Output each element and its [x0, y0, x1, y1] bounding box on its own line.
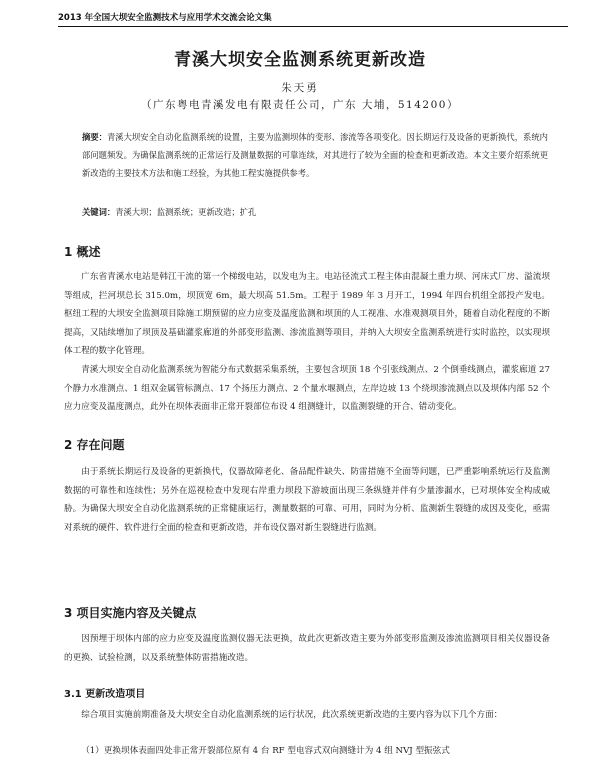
section-overview-paragraph-2: 青溪大坝安全自动化监测系统为智能分布式数据采集系统，主要包含坝顶 18 个引张线测点、2 个倒垂线测点，灌浆廊道 27 个静力水准测点、1 组双金属管标测点、17 个扬压力测点、2 个量水堰测点，左岸边坡 13 个绕坝渗流测点以及坝体内部 52 个应力应变及温度测点，此外在坝体表面非正常开裂部位布设 4 组测缝计，以监测裂缝的开合、错动变化。 — [64, 365, 550, 412]
section-overview-paragraph-1: 广东省青溪水电站是韩江干流的第一个梯级电站，以发电为主。电站径流式工程主体由混凝土重力坝、河床式厂房、溢流坝等组成，拦河坝总长 315.0m，坝顶宽 6m，最大坝高 51.5m。工程于 1989 年 3 月开工，1994 年四台机组全部投产发电。枢纽工程的大坝安全监测项目除施工期预留的应力应变及温度监测和坝顶的人工视准、水准观测项目外，随着自动化程度的不断提高，又陆续增加了坝顶及基础灌浆廊道的外部变形监测、渗流监测等项目，并纳入大坝安全监测系统进行实时监控，以实现坝体工程的数字化管理。 — [64, 272, 550, 356]
subsection-heading-projects: 3.1 更新改造项目 — [64, 689, 146, 700]
keywords-text: 青溪大坝；监测系统；更新改造；扩孔 — [115, 207, 257, 217]
subsection-paragraph-2: （1）更换坝体表面四处非正常开裂部位原有 4 台 RF 型电容式双向测缝计为 4 组 NVJ 型振弦式 — [81, 746, 450, 756]
section-implementation-paragraph: 因预埋于坝体内部的应力应变及温度监测仪器无法更换，故此次更新改造主要为外部变形监测及渗流监测项目相关仪器设备的更换、试验检测，以及系统整体防雷措施改造。 — [64, 634, 550, 663]
abstract — [82, 128, 548, 182]
abstract-label: 摘要： — [82, 132, 107, 142]
subsection-paragraph-1: 综合项目实施前期准备及大坝安全自动化监测系统的运行状况，此次系统更新改造的主要内容为以下几个方面： — [81, 710, 503, 720]
section-heading-problems: 2 存在问题 — [64, 438, 125, 452]
keywords-label: 关键词： — [82, 207, 116, 217]
keywords — [82, 205, 548, 219]
header-rule — [58, 26, 568, 27]
section-problems-paragraph: 由于系统长期运行及设备的更新换代，仪器故障老化、备品配件缺失、防雷措施不全面等问题，已严重影响系统运行及监测数据的可靠性和连续性；另外在巡视检查中发现右岸重力坝段下游坡面出现三条纵缝并伴有少量渗漏水，已对坝体安全构成威胁。为确保大坝安全自动化监测系统的正常健康运行，测量数据的可靠、可用，同时为分析、监测新生裂缝的成因及变化，亟需对系统的硬件、软件进行全面的检查和更新改造，并布设仪器对新生裂缝进行监测。 — [64, 467, 550, 533]
abstract-text: 青溪大坝安全自动化监测系统的设置，主要为监测坝体的变形、渗流等各项变化。因长期运行及设备的更新换代，系统内部问题频发。为确保监测系统的正常运行及测量数据的可靠连续，对其进行了较为全面的检查和更新改造。本文主要介绍系统更新改造的主要技术方法和施工经验，为其他工程实施提供参考。 — [82, 132, 548, 178]
paper-title: 青溪大坝安全监测系统更新改造 — [174, 50, 426, 70]
section-heading-overview: 1 概述 — [64, 245, 101, 259]
running-header: 2013 年全国大坝安全监测技术与应用学术交流会论文集 — [58, 13, 272, 23]
author-affiliation: （广东粤电青溪发电有限责任公司，广东 大埔，514200） — [141, 99, 459, 111]
author-name: 朱天勇 — [281, 82, 319, 94]
section-heading-implementation: 3 项目实施内容及关键点 — [64, 606, 197, 620]
